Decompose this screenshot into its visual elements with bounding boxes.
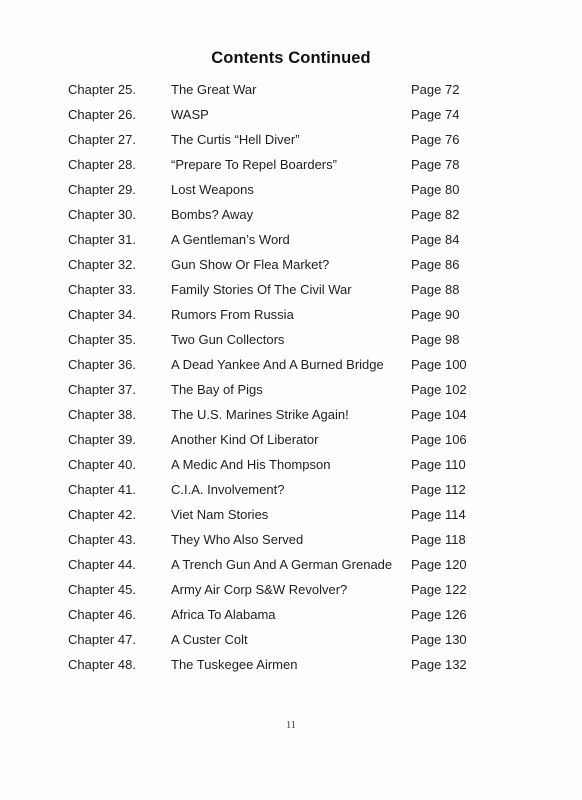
- toc-row: [0, 652, 582, 677]
- toc-row: [0, 427, 582, 452]
- chapter-page: Page 110: [411, 457, 466, 472]
- chapter-title: The Bay of Pigs: [171, 382, 263, 397]
- chapter-page: Page 80: [411, 182, 460, 197]
- chapter-title: The U.S. Marines Strike Again!: [171, 407, 349, 422]
- chapter-page: Page 86: [411, 257, 460, 272]
- chapter-page: Page 120: [411, 557, 467, 572]
- chapter-page: Page 74: [411, 107, 460, 122]
- toc-row: [0, 552, 582, 577]
- chapter-number: Chapter 44.: [68, 557, 136, 572]
- chapter-title: WASP: [171, 107, 209, 122]
- chapter-title: Another Kind Of Liberator: [171, 432, 319, 447]
- chapter-page: Page 84: [411, 232, 460, 247]
- toc-row: [0, 327, 582, 352]
- chapter-number: Chapter 45.: [68, 582, 136, 597]
- toc-row: [0, 502, 582, 527]
- chapter-number: Chapter 43.: [68, 532, 136, 547]
- chapter-title: Army Air Corp S&W Revolver?: [171, 582, 348, 597]
- toc-row: [0, 527, 582, 552]
- chapter-number: Chapter 42.: [68, 507, 136, 522]
- toc-row: [0, 227, 582, 252]
- chapter-number: Chapter 46.: [68, 607, 136, 622]
- chapter-page: Page 114: [411, 507, 466, 522]
- chapter-page: Page 130: [411, 632, 467, 647]
- chapter-number: Chapter 28.: [68, 157, 136, 172]
- toc-row: [0, 252, 582, 277]
- chapter-title: Gun Show Or Flea Market?: [171, 257, 330, 272]
- toc-row: [0, 77, 582, 102]
- chapter-title: Viet Nam Stories: [171, 507, 269, 522]
- chapter-title: Bombs? Away: [171, 207, 254, 222]
- chapter-number: Chapter 29.: [68, 182, 136, 197]
- toc-row: [0, 177, 582, 202]
- chapter-number: Chapter 36.: [68, 357, 136, 372]
- chapter-page: Page 132: [411, 657, 467, 672]
- chapter-number: Chapter 32.: [68, 257, 136, 272]
- chapter-title: The Great War: [171, 82, 257, 97]
- chapter-number: Chapter 48.: [68, 657, 136, 672]
- chapter-number: Chapter 38.: [68, 407, 136, 422]
- chapter-title: Rumors From Russia: [171, 307, 294, 322]
- toc-row: [0, 577, 582, 602]
- toc-row: [0, 152, 582, 177]
- chapter-page: Page 90: [411, 307, 460, 322]
- chapter-number: Chapter 26.: [68, 107, 136, 122]
- chapter-page: Page 88: [411, 282, 460, 297]
- chapter-number: Chapter 30.: [68, 207, 136, 222]
- chapter-number: Chapter 25.: [68, 82, 136, 97]
- chapter-title: They Who Also Served: [171, 532, 304, 547]
- chapter-title: A Custer Colt: [171, 632, 248, 647]
- chapter-title: Two Gun Collectors: [171, 332, 285, 347]
- chapter-number: Chapter 40.: [68, 457, 136, 472]
- toc-row: [0, 127, 582, 152]
- toc-row: [0, 352, 582, 377]
- chapter-page: Page 72: [411, 82, 460, 97]
- chapter-page: Page 78: [411, 157, 460, 172]
- chapter-page: Page 100: [411, 357, 467, 372]
- chapter-page: Page 98: [411, 332, 460, 347]
- toc-row: [0, 602, 582, 627]
- chapter-title: A Trench Gun And A German Grenade: [171, 557, 393, 572]
- chapter-page: Page 112: [411, 482, 466, 497]
- toc-row: [0, 402, 582, 427]
- toc-row: [0, 202, 582, 227]
- page-title: Contents Continued: [211, 49, 371, 67]
- chapter-page: Page 76: [411, 132, 460, 147]
- toc-row: [0, 627, 582, 652]
- chapter-number: Chapter 39.: [68, 432, 136, 447]
- chapter-title: The Curtis “Hell Diver”: [171, 132, 300, 147]
- chapter-title: Lost Weapons: [171, 182, 254, 197]
- chapter-title: Family Stories Of The Civil War: [171, 282, 352, 297]
- chapter-page: Page 104: [411, 407, 467, 422]
- chapter-page: Page 118: [411, 532, 466, 547]
- toc-row: [0, 102, 582, 127]
- chapter-title: “Prepare To Repel Boarders”: [171, 157, 337, 172]
- chapter-title: Africa To Alabama: [171, 607, 276, 622]
- chapter-title: A Medic And His Thompson: [171, 457, 331, 472]
- chapter-page: Page 102: [411, 382, 467, 397]
- chapter-title: C.I.A. Involvement?: [171, 482, 285, 497]
- toc-row: [0, 377, 582, 402]
- chapter-number: Chapter 27.: [68, 132, 136, 147]
- chapter-number: Chapter 34.: [68, 307, 136, 322]
- chapter-page: Page 122: [411, 582, 467, 597]
- toc-row: [0, 477, 582, 502]
- chapter-number: Chapter 37.: [68, 382, 136, 397]
- chapter-number: Chapter 35.: [68, 332, 136, 347]
- toc-row: [0, 277, 582, 302]
- chapter-number: Chapter 31.: [68, 232, 136, 247]
- chapter-page: Page 126: [411, 607, 467, 622]
- chapter-title: A Gentleman’s Word: [171, 232, 290, 247]
- chapter-page: Page 106: [411, 432, 467, 447]
- chapter-title: A Dead Yankee And A Burned Bridge: [171, 357, 384, 372]
- chapter-page: Page 82: [411, 207, 460, 222]
- chapter-number: Chapter 47.: [68, 632, 136, 647]
- chapter-title: The Tuskegee Airmen: [171, 657, 298, 672]
- toc-row: [0, 452, 582, 477]
- toc-row: [0, 302, 582, 327]
- chapter-number: Chapter 33.: [68, 282, 136, 297]
- chapter-number: Chapter 41.: [68, 482, 136, 497]
- page-number: 11: [286, 720, 296, 731]
